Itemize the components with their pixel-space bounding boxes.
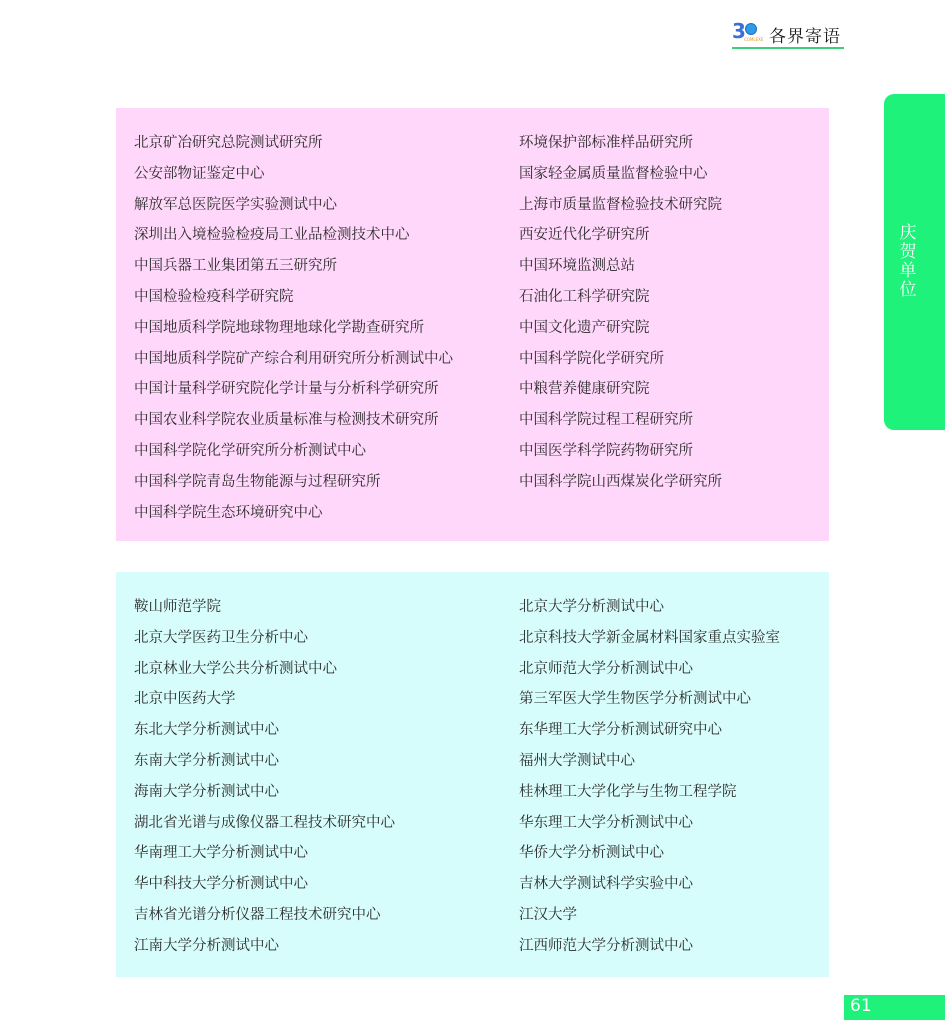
organization-name: 西安近代化学研究所 xyxy=(519,227,650,244)
institutes-panel xyxy=(116,108,829,541)
header-logo xyxy=(732,20,844,50)
universities-panel xyxy=(116,572,829,977)
organization-name: 北京矿冶研究总院测试研究所 xyxy=(134,135,323,151)
organization-name: 东南大学分析测试中心 xyxy=(134,752,279,769)
globe-icon xyxy=(745,23,757,35)
universities-right-column xyxy=(519,596,889,966)
organization-name: 东华理工大学分析测试研究中心 xyxy=(519,722,722,739)
organization-name: 福州大学测试中心 xyxy=(519,752,635,769)
organization-name: 桂林理工大学化学与生物工程学院 xyxy=(519,783,737,800)
organization-name: 中国农业科学院农业质量标准与检测技术研究所 xyxy=(134,412,439,429)
organization-name: 吉林大学测试科学实验中心 xyxy=(519,876,693,893)
organization-name: 江南大学分析测试中心 xyxy=(134,937,279,954)
organization-name: 北京林业大学公共分析测试中心 xyxy=(134,660,337,677)
page-number: 61 xyxy=(850,996,872,1016)
page-number-bar xyxy=(844,995,945,1020)
organization-name: 中国地质科学院矿产综合利用研究所分析测试中心 xyxy=(134,350,453,367)
organization-name: 中国检验检疫科学研究院 xyxy=(134,288,294,305)
organization-name: 中国科学院生态环境研究中心 xyxy=(134,504,323,521)
organization-name: 北京师范大学分析测试中心 xyxy=(519,660,693,677)
section-title: 各界寄语 xyxy=(769,27,841,47)
organization-name: 中国计量科学研究院化学计量与分析科学研究所 xyxy=(134,381,439,398)
organization-name: 华南理工大学分析测试中心 xyxy=(134,845,308,862)
institutes-left-column xyxy=(134,132,504,532)
organization-name: 北京科技大学新金属材料国家重点实验室 xyxy=(519,629,780,646)
organization-name: 中国科学院过程工程研究所 xyxy=(519,412,693,429)
logo-sub: COMLEXE xyxy=(744,37,764,42)
universities-left-column xyxy=(134,596,504,966)
logo-number: 3 xyxy=(732,19,745,43)
organization-name: 吉林省光谱分析仪器工程技术研究中心 xyxy=(134,906,381,923)
organization-name: 中国地质科学院地球物理地球化学勘查研究所 xyxy=(134,319,424,336)
institutes-right-column xyxy=(519,132,889,502)
organization-name: 华东理工大学分析测试中心 xyxy=(519,814,693,831)
organization-name: 江西师范大学分析测试中心 xyxy=(519,937,693,954)
organization-name: 北京大学医药卫生分析中心 xyxy=(134,629,308,646)
organization-name: 中国科学院山西煤炭化学研究所 xyxy=(519,473,722,490)
organization-name: 公安部物证鉴定中心 xyxy=(134,165,265,182)
organization-name: 中国科学院化学研究所 xyxy=(519,350,664,367)
anniversary-logo xyxy=(732,21,766,47)
side-tab-label: 庆贺单位 xyxy=(899,223,917,300)
organization-name: 江汉大学 xyxy=(519,906,577,923)
organization-name: 华侨大学分析测试中心 xyxy=(519,845,664,862)
organization-name: 环境保护部标准样品研究所 xyxy=(519,135,693,151)
organization-name: 中国科学院化学研究所分析测试中心 xyxy=(134,442,366,459)
organization-name: 中国科学院青岛生物能源与过程研究所 xyxy=(134,473,381,490)
organization-name: 北京中医药大学 xyxy=(134,691,236,708)
organization-name: 解放军总医院医学实验测试中心 xyxy=(134,196,337,213)
organization-name: 鞍山师范学院 xyxy=(134,599,221,615)
organization-name: 第三军医大学生物医学分析测试中心 xyxy=(519,691,751,708)
organization-name: 北京大学分析测试中心 xyxy=(519,599,664,615)
organization-name: 国家轻金属质量监督检验中心 xyxy=(519,165,708,182)
organization-name: 中国兵器工业集团第五三研究所 xyxy=(134,258,337,275)
side-tab xyxy=(884,94,945,430)
organization-name: 中国医学科学院药物研究所 xyxy=(519,442,693,459)
organization-name: 湖北省光谱与成像仪器工程技术研究中心 xyxy=(134,814,395,831)
organization-name: 中国文化遗产研究院 xyxy=(519,319,650,336)
organization-name: 深圳出入境检验检疫局工业品检测技术中心 xyxy=(134,227,410,244)
organization-name: 东北大学分析测试中心 xyxy=(134,722,279,739)
organization-name: 石油化工科学研究院 xyxy=(519,288,650,305)
organization-name: 中国环境监测总站 xyxy=(519,258,635,275)
organization-name: 中粮营养健康研究院 xyxy=(519,381,650,398)
organization-name: 华中科技大学分析测试中心 xyxy=(134,876,308,893)
header-underline xyxy=(732,47,844,49)
organization-name: 上海市质量监督检验技术研究院 xyxy=(519,196,722,213)
organization-name: 海南大学分析测试中心 xyxy=(134,783,279,800)
